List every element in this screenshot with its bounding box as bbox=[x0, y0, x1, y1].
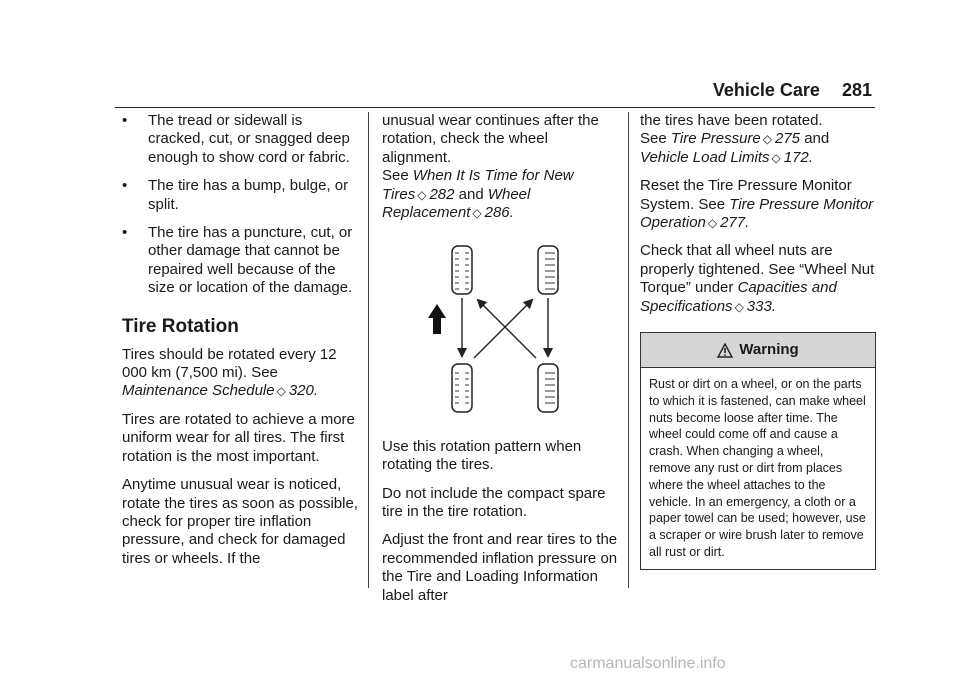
warning-header bbox=[641, 333, 875, 368]
bullet-icon: • bbox=[122, 112, 128, 129]
xref-page[interactable]: 277 bbox=[720, 214, 746, 232]
xref-link[interactable]: Capacities and Specifications bbox=[640, 279, 837, 315]
list-item-text: The tread or sidewall is cracked, cut, or snagged deep enough to show cord or fabric. bbox=[148, 112, 350, 166]
page-reference-icon: ◇ bbox=[762, 132, 772, 147]
paragraph bbox=[640, 177, 876, 232]
tire-front-left-icon bbox=[452, 246, 472, 294]
column-left bbox=[122, 112, 362, 578]
paragraph-text: Reset the Tire Pressure Monitor System. See bbox=[640, 177, 852, 213]
paragraph: Adjust the front and rear tires to the recommended inflation pressure on the Tire and Loading Information label after bbox=[382, 531, 618, 604]
list-item bbox=[122, 112, 362, 167]
paragraph: Do not include the compact spare tire in the tire rotation. bbox=[382, 484, 606, 521]
tire-rear-left-icon bbox=[452, 364, 472, 412]
see-text: See bbox=[382, 167, 409, 185]
arrow-rear-left-to-front-right bbox=[474, 300, 532, 358]
xref-page[interactable]: 172 bbox=[783, 148, 809, 166]
xref-page[interactable]: 275 bbox=[775, 130, 801, 148]
page-reference-icon: ◇ bbox=[472, 206, 482, 221]
page-reference-icon: ◇ bbox=[417, 187, 427, 202]
paragraph bbox=[122, 346, 362, 401]
page-reference-icon: ◇ bbox=[707, 216, 718, 231]
paragraph: Use this rotation pattern when rotating the tires. bbox=[382, 437, 582, 474]
paragraph bbox=[640, 242, 876, 316]
column-right bbox=[640, 112, 876, 570]
paragraph-text: the tires have been rotated. bbox=[640, 112, 823, 129]
column-middle bbox=[382, 112, 618, 615]
bullet-icon: • bbox=[122, 177, 128, 195]
punctuation: . bbox=[745, 214, 750, 232]
xref-page[interactable]: 286 bbox=[484, 204, 510, 222]
rotation-arrows bbox=[462, 298, 548, 358]
paragraph-text: Check that all wheel nuts are properly tightened. See “Wheel Nut Torque” under bbox=[640, 242, 875, 297]
punctuation: . bbox=[509, 204, 514, 222]
warning-triangle-icon bbox=[717, 343, 733, 358]
page-reference-icon: ◇ bbox=[276, 384, 286, 399]
paragraph bbox=[640, 112, 876, 167]
and-text: and bbox=[804, 130, 830, 148]
paragraph-text: unusual wear continues after the rotation, check the wheel alignment. bbox=[382, 112, 599, 166]
paragraph: Tires are rotated to achieve a more uniform wear for all tires. The first rotation is the most important. bbox=[122, 410, 355, 465]
xref-page[interactable]: 333 bbox=[746, 297, 772, 315]
and-text: and bbox=[458, 185, 484, 203]
warning-box bbox=[640, 332, 876, 570]
page-number: 281 bbox=[841, 80, 872, 100]
tire-rear-right-icon bbox=[538, 364, 558, 412]
xref-link[interactable]: Vehicle Load Limits bbox=[640, 148, 770, 166]
list-item-text: The tire has a bump, bulge, or split. bbox=[148, 177, 349, 213]
list-item bbox=[122, 224, 362, 298]
xref-link[interactable]: Tire Pressure Monitor Operation bbox=[640, 195, 874, 232]
column-divider bbox=[368, 112, 369, 588]
punctuation: . bbox=[313, 382, 319, 400]
tire-front-right-icon bbox=[538, 246, 558, 294]
punctuation: . bbox=[771, 297, 776, 315]
page-reference-icon: ◇ bbox=[734, 299, 744, 314]
xref-link[interactable]: When It Is Time for New Tires bbox=[382, 167, 574, 203]
xref-page[interactable]: 282 bbox=[429, 185, 455, 203]
xref-link[interactable]: Wheel Replacement bbox=[382, 185, 531, 222]
paragraph bbox=[382, 112, 618, 222]
xref-link[interactable]: Maintenance Schedule bbox=[122, 382, 275, 400]
column-divider bbox=[628, 112, 629, 588]
list-item bbox=[122, 177, 362, 214]
section-title: Vehicle Care bbox=[712, 80, 820, 100]
bullet-icon: • bbox=[122, 224, 128, 242]
page-reference-icon: ◇ bbox=[771, 150, 781, 165]
page-header bbox=[713, 80, 872, 101]
header-rule bbox=[115, 107, 875, 108]
section-heading: Tire Rotation bbox=[122, 315, 239, 337]
xref-page[interactable]: 320 bbox=[288, 382, 314, 400]
list-item-text: The tire has a puncture, cut, or other damage that cannot be repaired well because of the size or location of the damage. bbox=[148, 224, 353, 297]
paragraph-text: Tires should be rotated every 12 000 km (7,500 mi). See bbox=[122, 345, 337, 382]
arrow-rear-right-to-front-left bbox=[478, 300, 536, 358]
watermark: carmanualsonline.info bbox=[570, 655, 726, 672]
warning-title: Warning bbox=[739, 340, 799, 358]
xref-link[interactable]: Tire Pressure bbox=[670, 130, 761, 148]
warning-body: Rust or dirt on a wheel, or on the parts to which it is fastened, can make wheel nuts become loose after time. The wheel could come off and cause a crash. When changing a wheel, remove any rust or dirt from places where the wheel attaches to the vehicle. In an emergency, a cloth or a paper towel can be used; however, use a scraper or wire brush later to remove all rust or dirt. bbox=[649, 377, 866, 560]
see-text: See bbox=[640, 130, 667, 148]
vehicle-front-arrow-icon bbox=[428, 304, 446, 334]
punctuation: . bbox=[808, 148, 813, 166]
tire-rotation-diagram bbox=[382, 238, 618, 418]
paragraph: Anytime unusual wear is noticed, rotate the tires as soon as possible, check for proper tire inflation pressure, and check for damaged tires or wheels. If the bbox=[122, 476, 358, 567]
